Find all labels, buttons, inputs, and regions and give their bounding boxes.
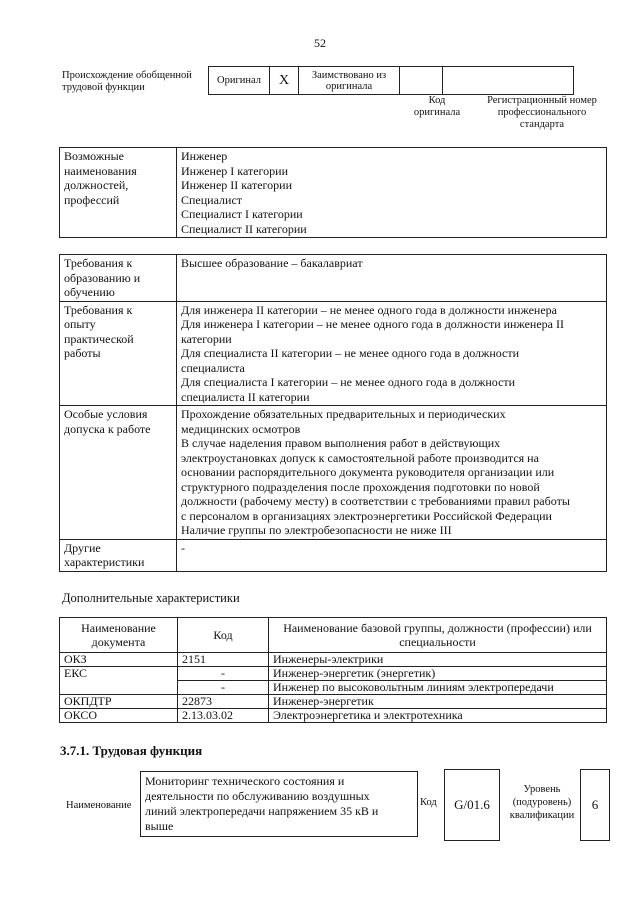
requirements-table <box>59 254 607 572</box>
table-row: ЕКС - Инженер-энергетик (энергетик) <box>60 667 607 681</box>
experience-value: Для инженера II категории – не менее одного года в должности инженера Для инженера I категории – не менее одного года в должности инженера II категории Для специалиста II категории – не менее одного года в должности специалиста Для специалиста I категории – не менее одного года в должности специалиста II категории <box>177 301 607 406</box>
origin-borrowed: Заимствовано из оригинала <box>299 67 400 94</box>
list-item: Специалист I категории <box>181 207 303 221</box>
table-row <box>60 406 607 540</box>
special-value: Прохождение обязательных предварительных и периодических медицинских осмотров В случае наделения правом выполнения работ в действующих электроустановках допуск к самостоятельной работе производится на основании распорядительного документа руководителя организации или структурного подразделения после прохождения подготовки по новой должности (рабочему месту) в соответствии с требованиями правил работы с персоналом в организациях электроэнергетики Российской Федерации Наличие группы по электробезопасности не ниже III <box>177 406 607 540</box>
function-level-label: Уровень (подуровень) квалификации <box>509 784 575 821</box>
list-item: Специалист II категории <box>181 221 307 236</box>
origin-reg-cell <box>443 67 573 94</box>
education-label: Требования к образованию и обучению <box>60 255 177 302</box>
function-level-box: 6 <box>580 769 610 841</box>
origin-code-caption: Код оригинала <box>413 95 461 118</box>
experience-label: Требования к опыту практической работы <box>60 301 177 406</box>
special-label: Особые условия допуска к работе <box>60 406 177 540</box>
table-row <box>60 301 607 406</box>
additional-table <box>59 617 607 723</box>
list-item: Специалист <box>181 192 243 207</box>
origin-mark: X <box>270 67 299 94</box>
column-header: Наименование документа <box>60 618 178 653</box>
page-number: 52 <box>314 36 326 50</box>
column-header: Код <box>178 618 269 653</box>
origin-box <box>208 66 574 95</box>
list-item: Инженер I категории <box>181 163 288 178</box>
table-row <box>60 539 607 571</box>
origin-label: Происхождение обобщенной трудовой функции <box>62 70 192 93</box>
origin-original: Оригинал <box>209 67 270 94</box>
table-row <box>60 255 607 302</box>
education-value: Высшее образование – бакалавриат <box>177 255 607 302</box>
table-row: - Инженер по высоковольтным линиям электропередачи <box>60 681 607 695</box>
table-row: ОКПДТР 22873 Инженер-энергетик <box>60 695 607 709</box>
positions-list <box>177 148 607 238</box>
function-code-box: G/01.6 <box>444 769 500 841</box>
column-header: Наименование базовой группы, должности (профессии) или специальности <box>269 618 607 653</box>
additional-title: Дополнительные характеристики <box>62 591 240 605</box>
function-name-label: Наименование <box>66 800 132 811</box>
function-code-label: Код <box>420 797 437 808</box>
table-row: ОКСО 2.13.03.02 Электроэнергетика и электротехника <box>60 709 607 723</box>
list-item: Инженер <box>181 149 228 163</box>
function-heading: 3.7.1. Трудовая функция <box>60 743 203 758</box>
table-header-row <box>60 618 607 653</box>
other-label: Другие характеристики <box>60 539 177 571</box>
positions-label: Возможные наименования должностей, профессий <box>60 148 177 238</box>
function-name-box: Мониторинг технического состояния и деятельности по обслуживанию воздушных линий электропередачи напряжением 35 кВ и выше <box>140 771 418 837</box>
positions-table <box>59 147 607 238</box>
table-row: ОКЗ 2151 Инженеры-электрики <box>60 653 607 667</box>
origin-code-cell <box>400 67 443 94</box>
other-value: - <box>177 539 607 571</box>
list-item: Инженер II категории <box>181 178 292 192</box>
origin-reg-caption: Регистрационный номер профессионального стандарта <box>487 95 597 130</box>
